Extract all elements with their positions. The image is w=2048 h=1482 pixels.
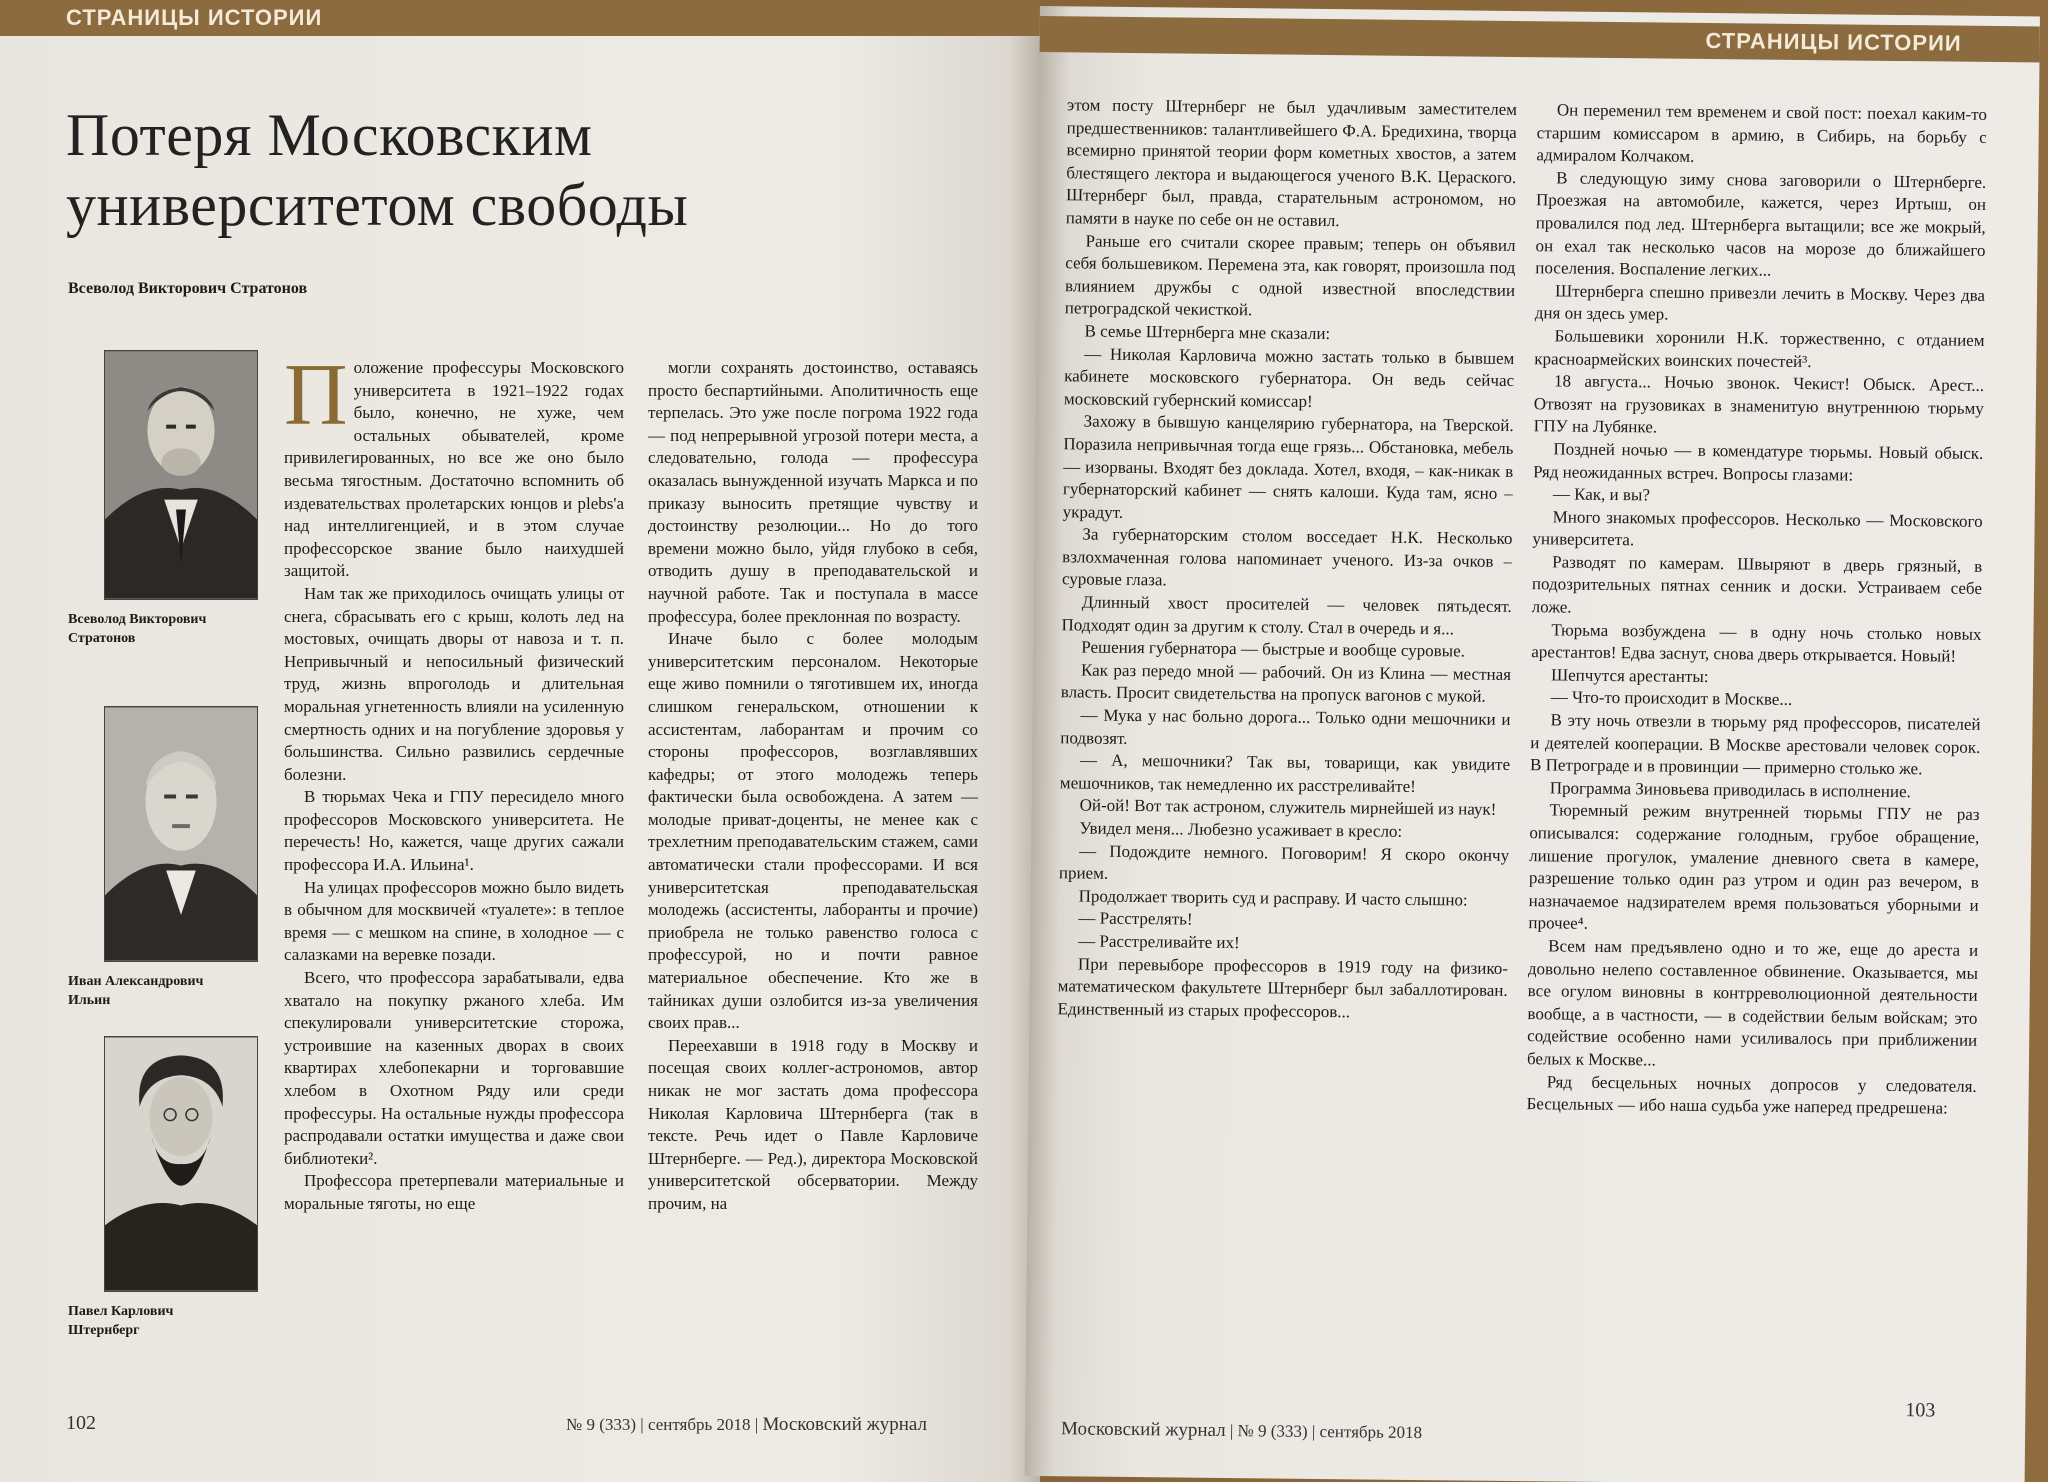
paragraph: Ой-ой! Вот так астроном, служитель мирнейшей из наук! <box>1079 795 1497 820</box>
paragraph: — Расстреливайте их! <box>1078 931 1240 953</box>
caption-stratonov: Всеволод Викторович Стратонов <box>68 612 207 646</box>
paragraph: Переехавши в 1918 году в Москву и посещая своих коллег-астрономов, автор никак не мог застать дома профессора Николая Карловича Штернберга (так в тексте. Речь идет о Павле Карловиче Штернберге. — Ред.), директора Московской университетской обсерватории. Между прочим, на <box>648 1035 978 1213</box>
paragraph: Ряд бесцельных ночных допросов у следователя. Бесцельных — ибо наша судьба уже напеpед предрешена: <box>1526 1071 1977 1118</box>
paragraph: — Мука у нас больно дорога... Только одни мешочники и подвозят. <box>1060 705 1511 748</box>
paragraph: — Расстрелять! <box>1078 908 1193 930</box>
page-number-left: 102 <box>66 1412 96 1434</box>
paragraph: — Что-то происходит в Москве... <box>1550 687 1793 710</box>
paragraph: Поздней ночью — в комендатуре тюрьмы. Новый обыск. Ряд неожиданных встреч. Вопросы глазами: <box>1533 439 1984 485</box>
portrait-ilyin <box>104 706 258 962</box>
paragraph: В семье Штернберга мне сказали: <box>1084 321 1331 343</box>
paragraph: — Как, и вы? <box>1552 484 1651 505</box>
text-column-2 <box>648 357 978 1357</box>
paragraph: Иначе было с более молодым университетским персоналом. Некоторые еще живо помнили о тяготившем их, иногда слишком генеральском, отношении к ассистентам, лаборантам и прочим со стороны профессоров, возглавлявших кафедры; от этого молодежь теперь фактически была освобождена. А затем — молодые приват-доценты, не менее как с трехлетним преподавательским стажем, сами автоматически стали профессорами. И вся университетская преподавательская молодежь (ассистенты, лаборанты и прочие) приобрела не только равенство голоса с профессурой, но и почти равное материальное обеспечение. Кто же в тайниках души озлобится из-за увеличения своих прав... <box>648 629 978 1033</box>
section-header-right: СТРАНИЦЫ ИСТОРИИ <box>1040 16 2040 62</box>
footer-left: № 9 (333) | сентябрь 2018 | Московский журнал <box>566 1414 928 1435</box>
paragraph: Раньше его считали скорее правым; теперь он объявил себя большевиком. Перемена эта, как говорят, произошла под влиянием дружбы с одной известной впоследствии петроградской чекисткой. <box>1064 231 1516 320</box>
paragraph: — Подождите немного. Поговорим! Я скоро окончу прием. <box>1058 841 1510 883</box>
paragraph: Длинный хвост просителей — человек пятьдесят. Подходят один за другим к столу. Стал в очередь и я... <box>1061 592 1512 639</box>
paragraph: Как раз передо мной — рабочий. Он из Клина — местная власть. Просит свидетельства на пропуск вагонов с мукой. <box>1060 660 1512 707</box>
text-column-1 <box>284 357 624 1357</box>
paragraph: — А, мешочники? Так вы, товарищи, как увидите мешочников, так немедленно их расстреливайте! <box>1059 750 1511 796</box>
portrait-sternberg <box>104 1036 258 1292</box>
footer-right: Московский журнал | № 9 (333) | сентябрь 2018 <box>1060 1418 1423 1443</box>
article-title-line1: Потеря Московским <box>66 102 593 168</box>
portrait-sternberg-image <box>105 1037 257 1291</box>
paragraph: Шепчутся арестанты: <box>1550 665 1709 686</box>
page-number-right: 103 <box>1905 1399 1936 1422</box>
paragraph: Программа Зиновьева приводилась в исполнение. <box>1549 778 1911 801</box>
paragraph: 18 августа... Ночью звонок. Чекист! Обыск. Арест... Отвозят на грузовиках в знаменитую внутреннюю тюрьму ГПУ на Лубянке. <box>1533 371 1985 437</box>
paragraph: Штернберга спешно привезли лечить в Москву. Через два дня он здесь умер. <box>1534 281 1986 324</box>
paragraph: Положение профессуры Московского университета в 1921–1922 годах было, конечно, не хуже, чем остальных обывателей, кроме привилегированных, но все же оно было весьма тягостным. Достаточно вспомнить об издевательствах пролетарских юнцов и plebs'а над интеллигенцией, и в этом случае профессорское звание было наихудшей защитой. <box>284 357 624 581</box>
paragraph: Много знакомых профессоров. Несколько — Московского университета. <box>1532 507 1983 550</box>
paragraph: За губернаторским столом восседает Н.К. Несколько взлохмаченная голова напоминает ученого. Из-за очков – суровые глаза. <box>1061 524 1513 590</box>
paragraph: — Николая Карловича можно застать только в бывшем кабинете московского губернатора. Он ведь сейчас московский губернский комиссар! <box>1063 344 1515 411</box>
portrait-stratonov <box>104 350 258 600</box>
paragraph: Всем нам предъявлено одно и то же, еще до ареста и довольно нелепо составленное обвинение. Оказывается, мы все огулом виновны в контрреволюционной деятельности вообще, а в частности, — в содействии белым войскам; это содействие особенно нами усиливалось при приближении белых к Москве... <box>1526 936 1979 1070</box>
paragraph: Решения губернатора — быстрые и вообще суровые. <box>1081 637 1466 661</box>
paragraph: Всего, что профессора зарабатывали, едва хватало на покупку ржаного хлеба. Им спекулировали университетские сторожа, устроившие на казенных дворах в своих квартирах хлебопекарни и торговавшие хлебом в Охотном Ряду или среди профессуры. На остальные нужды профессора распродавали остатки имущества и даже свои библиотеки². <box>284 968 624 1168</box>
caption-sternberg: Павел Карлович Штернберг <box>68 1304 174 1338</box>
paragraph: могли сохранять достоинство, оставаясь просто беспартийными. Аполитичность еще терпелась. Это уже после погрома 1922 года — под непрерывной угрозой потери места, а следовательно, голода — профессура оказалась вынужденной изучать Маркса и по приказу выносить претящие чувству и достоинству резолюции... Но до того времени можно было, уйдя глубоко в себя, отводить душу в преподавательской и научной работе. Так и поступала в массе профессура, более преклонная по возрасту. <box>648 358 978 626</box>
text-column-3 <box>1054 94 1517 1369</box>
paragraph: Захожу в бывшую канцелярию губернатора, на Тверской. Поразила непривычная тогда еще грязь... Обстановка, мебель — изорваны. Входят без доклада. Хотел, входя, – как-никак в губернаторский кабинет — снять калоши. Куда там, ясно – украдут. <box>1062 411 1514 522</box>
article-title-line2: университетом свободы <box>66 172 689 238</box>
article-title <box>66 100 866 240</box>
paragraph: На улицах профессоров можно было видеть в обычном для москвичей «туалете»: в теплое время — с мешком на спине, в холодное — с салазками на веревке позади. <box>284 877 624 965</box>
portrait-ilyin-image <box>105 707 257 961</box>
text-column-4 <box>1524 99 1987 1374</box>
paragraph: Тюрьма возбуждена — в одну ночь столько новых арестантов! Едва заснут, снова дверь открывается. Новый! <box>1531 620 1982 666</box>
paragraph: Он переменил тем временем и свой пост: поехал каким-то старшим комиссаром в армию, в Сибирь, на борьбу с адмиралом Колчаком. <box>1536 100 1988 167</box>
caption-ilyin: Иван Александрович Ильин <box>68 974 204 1008</box>
paragraph: Увидел меня... Любезно усаживает в кресло: <box>1079 818 1403 841</box>
paragraph: Нам так же приходилось очищать улицы от снега, сбрасывать его с крыш, колоть лед на мостовых, очищать дворы от навоза и т. п. Непривычный и непосильный физический труд, жизнь впроголодь и длительная моральная угнетенность влияли на усиленную смертность одних и на погубление здоровья у большинства. Сильно развились сердечные болезни. <box>284 583 624 784</box>
paragraph: Продолжает творить суд и расправу. И часто слышно: <box>1078 886 1468 910</box>
section-header-left: СТРАНИЦЫ ИСТОРИИ <box>0 0 1040 36</box>
paragraph: этом посту Штернберг не был удачливым заместителем предшественников: талантливейшего Ф.А. Бредихина, творца всемирно принятой теории форм кометных хвостов, а затем блестящего лектора и выдающегося ученого В.К. Цераского. Штернберг был, правда, старательным астрономом, но памяти в науке по себе он не оставил. <box>1065 95 1518 231</box>
paragraph: В эту ночь отвезли в тюрьму ряд профессоров, писателей и деятелей кооперации. В Москве арестовали человек сорок. В Петрограде и в провинции — примерно столько же. <box>1529 710 1981 779</box>
article-author: Всеволод Викторович Стратонов <box>68 280 308 297</box>
right-page <box>1025 6 2040 1482</box>
paragraph: Тюремный режим внутренней тюрьмы ГПУ не раз описывался: содержание голодным, грубое обращение, лишение прогулок, умаление дневного света в камере, разрешение только один раз утром и один раз вечером, в назначаемое надзирателем время пользоваться уборными и прочее⁴. <box>1528 800 1980 934</box>
paragraph: Профессора претерпевали материальные и моральные тяготы, но еще <box>284 1171 624 1213</box>
paragraph: В следующую зиму снова заговорили о Штернберге. Проезжая на автомобиле, кажется, через Иртыш, он провалился под лед. Штернберга вытащили; все же мокрый, он ехал так несколько часов на морозе до ближайшего поселения. Воспаление легких... <box>1535 168 1987 280</box>
drop-cap: П <box>284 357 348 444</box>
paragraph: В тюрьмах Чека и ГПУ пересидело много профессоров Московского университета. Не перечесть! Но, кажется, чаще других сажали профессора И.А. Ильина¹. <box>284 787 624 875</box>
paragraph: Разводят по камерам. Швыряют в дверь грязный, в подозрительных пятнах сенник и доски. Устраиваем себе ложе. <box>1531 552 1983 617</box>
paragraph: При перевыборе профессоров в 1919 году на физико-математическом факультете Штернберг был забаллотирован. Единственный из старых профессоров... <box>1057 954 1509 1022</box>
paragraph: Большевики хоронили Н.К. торжественно, с отданием красноармейских воинских почестей³. <box>1534 326 1985 371</box>
portrait-stratonov-image <box>105 351 257 599</box>
